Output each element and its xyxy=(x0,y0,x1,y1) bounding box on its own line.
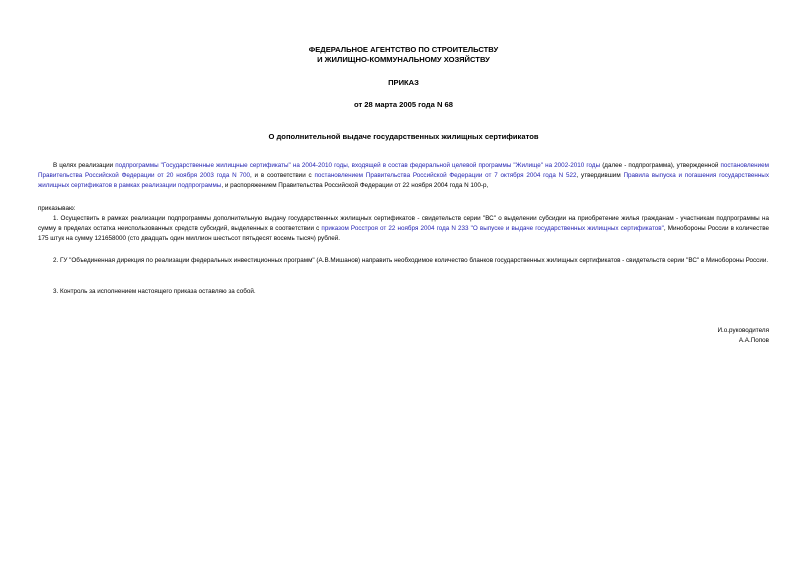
link-order-233[interactable]: приказом Росстроя от 22 ноября 2004 года N 233 "О выпуске и выдаче государственных жилищных сертификатов" xyxy=(321,225,664,232)
preamble-text-2: (далее - подпрограмма), утвержденной xyxy=(600,162,721,169)
preamble-text-5: , и распоряжением Правительства Российской Федерации от 22 ноября 2004 года N 100-р, xyxy=(221,182,489,189)
link-resolution-522[interactable]: постановлением Правительства Российской Федерации от 7 октября 2004 года N 522 xyxy=(314,172,577,179)
preamble-text-4: , утвердившим xyxy=(576,172,624,179)
item-3-text: 3. Контроль за исполнением настоящего приказа оставляю за собой. xyxy=(53,288,256,295)
link-subprogram[interactable]: подпрограммы "Государственные жилищные сертификаты" на 2004-2010 годы, входящей в состав федеральной целевой программы "Жилище" на 2002-2010 годы xyxy=(115,162,601,169)
item-1-text-1: 1. Осуществить в рамках реализации подпрограммы дополнительную выдачу государственных жилищных сертификатов - свидетельств серии "ВС" о выделении субсидии на приобретение жилья гражданам - участникам подпрограммы на сумму в пределах остатка неиспользованных средств субсидий, выделенных в соответствии с xyxy=(38,215,769,232)
item-1-paragraph xyxy=(38,214,769,244)
preamble-text-1: В целях реализации xyxy=(53,162,116,169)
item-2-text: 2. ГУ "Объединенная дирекция по реализации федеральных инвестиционных программ" (А.В.Мишанов) направить необходимое количество бланков государственных жилищных сертификатов - свидетельств серии "ВС" в Минобороны России. xyxy=(53,257,769,264)
item-2-paragraph xyxy=(38,256,769,266)
agency-name-line-2: И ЖИЛИЩНО-КОММУНАЛЬНОМУ ХОЗЯЙСТВУ xyxy=(317,55,490,64)
document-date-number: от 28 марта 2005 года N 68 xyxy=(354,100,453,109)
agency-name-line-1: ФЕДЕРАЛЬНОЕ АГЕНТСТВО ПО СТРОИТЕЛЬСТВУ xyxy=(308,45,499,54)
signature-name: А.А.Попов xyxy=(738,337,769,344)
preamble-text-3: , и в соответствии с xyxy=(249,172,315,179)
order-word: приказываю: xyxy=(38,205,76,212)
item-1-text-2: , Минобороны России в количестве 175 штук на сумму 121658000 (сто двадцать один миллион шестьсот пятьдесят восемь тысяч) рублей. xyxy=(38,225,769,242)
document-subject: О дополнительной выдаче государственных жилищных сертификатов xyxy=(268,132,539,141)
signature-position: И.о.руководителя xyxy=(717,327,769,334)
item-3-paragraph xyxy=(38,287,769,297)
document-type: ПРИКАЗ xyxy=(388,78,419,87)
link-resolution-700[interactable]: постановлением Правительства Российской Федерации от 20 ноября 2003 года N 700 xyxy=(38,162,769,179)
preamble-paragraph xyxy=(38,161,769,191)
link-rules[interactable]: Правила выпуска и погашения государственных жилищных сертификатов в рамках реализации подпрограммы xyxy=(38,172,769,189)
